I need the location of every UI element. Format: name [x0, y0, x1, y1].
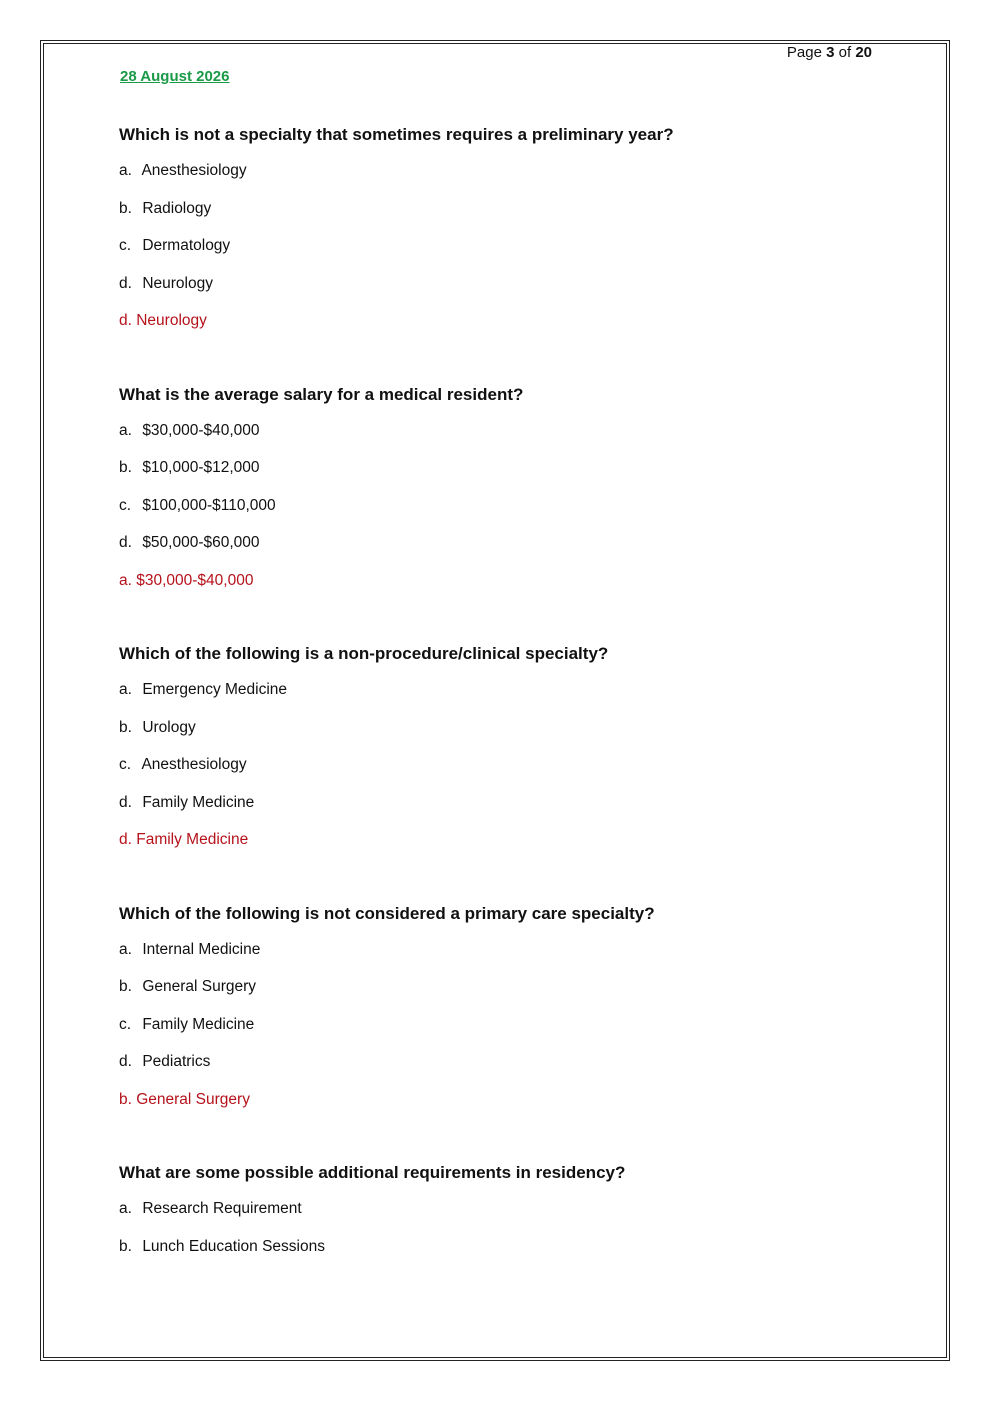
- option-text: Internal Medicine: [142, 940, 261, 958]
- option-label: d.: [119, 274, 132, 292]
- answer-key: d. Neurology: [119, 312, 207, 329]
- option-a: [119, 146, 899, 184]
- option-b: [119, 443, 899, 481]
- option-label: a.: [119, 681, 132, 698]
- option-label: c.: [119, 1015, 132, 1033]
- option-b: [119, 703, 899, 741]
- option-text: Research Requirement: [142, 1200, 302, 1217]
- option-b: [119, 962, 899, 1000]
- option-text: Lunch Education Sessions: [142, 1237, 325, 1255]
- option-label: a.: [119, 1200, 132, 1217]
- question-2: [119, 384, 899, 594]
- option-label: a.: [119, 162, 132, 179]
- option-label: d.: [119, 534, 132, 551]
- option-text: Dermatology: [142, 237, 231, 254]
- option-label: c.: [119, 756, 132, 773]
- option-label: d.: [119, 793, 132, 811]
- option-text: Anesthesiology: [141, 756, 247, 773]
- option-c: [119, 740, 899, 778]
- option-label: b.: [119, 459, 132, 476]
- question-list: [119, 124, 899, 1309]
- option-text: $30,000-$40,000: [142, 421, 260, 439]
- option-c: [119, 481, 899, 519]
- option-a: [119, 1184, 899, 1222]
- question-title: Which of the following is not considered a primary care specialty?: [119, 903, 655, 923]
- option-text: Emergency Medicine: [142, 681, 288, 698]
- option-d: [119, 778, 899, 816]
- option-c: [119, 1000, 899, 1038]
- option-text: Family Medicine: [142, 1015, 255, 1033]
- option-label: b.: [119, 1237, 132, 1255]
- option-text: $50,000-$60,000: [142, 534, 260, 551]
- option-text: Neurology: [142, 274, 213, 292]
- option-text: $10,000-$12,000: [142, 459, 260, 476]
- answer-key: b. General Surgery: [119, 1090, 250, 1108]
- option-label: c.: [119, 237, 132, 254]
- option-text: Pediatrics: [142, 1053, 211, 1070]
- page-current: 3: [826, 44, 835, 61]
- option-d: [119, 259, 899, 297]
- option-text: Anesthesiology: [141, 162, 247, 179]
- option-b: [119, 1222, 899, 1260]
- option-d: [119, 1037, 899, 1075]
- option-a: [119, 665, 899, 703]
- option-b: [119, 184, 899, 222]
- option-a: [119, 406, 899, 444]
- option-text: Family Medicine: [142, 793, 255, 811]
- option-text: Urology: [142, 718, 196, 736]
- page-of: of: [838, 44, 852, 61]
- answer-key: a. $30,000-$40,000: [119, 571, 254, 589]
- question-5: [119, 1162, 899, 1259]
- document-date: 28 August 2026: [120, 68, 230, 85]
- option-label: b.: [119, 199, 132, 217]
- page-total: 20: [855, 44, 872, 61]
- page-prefix: Page: [786, 44, 822, 61]
- question-title: What are some possible additional requirements in residency?: [119, 1163, 626, 1182]
- option-c: [119, 221, 899, 259]
- option-label: a.: [119, 940, 132, 958]
- option-label: d.: [119, 1053, 132, 1070]
- option-label: a.: [119, 421, 132, 439]
- option-label: b.: [119, 718, 132, 736]
- question-1: [119, 124, 899, 334]
- option-text: General Surgery: [142, 978, 257, 995]
- option-a: [119, 925, 899, 963]
- page-number: [700, 44, 872, 61]
- answer-key: d. Family Medicine: [119, 831, 249, 848]
- option-label: b.: [119, 978, 132, 995]
- question-title: What is the average salary for a medical resident?: [119, 384, 524, 404]
- option-text: $100,000-$110,000: [142, 496, 276, 514]
- question-3: [119, 643, 899, 853]
- option-d: [119, 518, 899, 556]
- question-title: Which is not a specialty that sometimes requires a preliminary year?: [119, 125, 674, 144]
- question-4: [119, 903, 899, 1113]
- question-title: Which of the following is a non-procedure/clinical specialty?: [119, 644, 609, 663]
- option-label: c.: [119, 496, 132, 514]
- option-text: Radiology: [142, 199, 212, 217]
